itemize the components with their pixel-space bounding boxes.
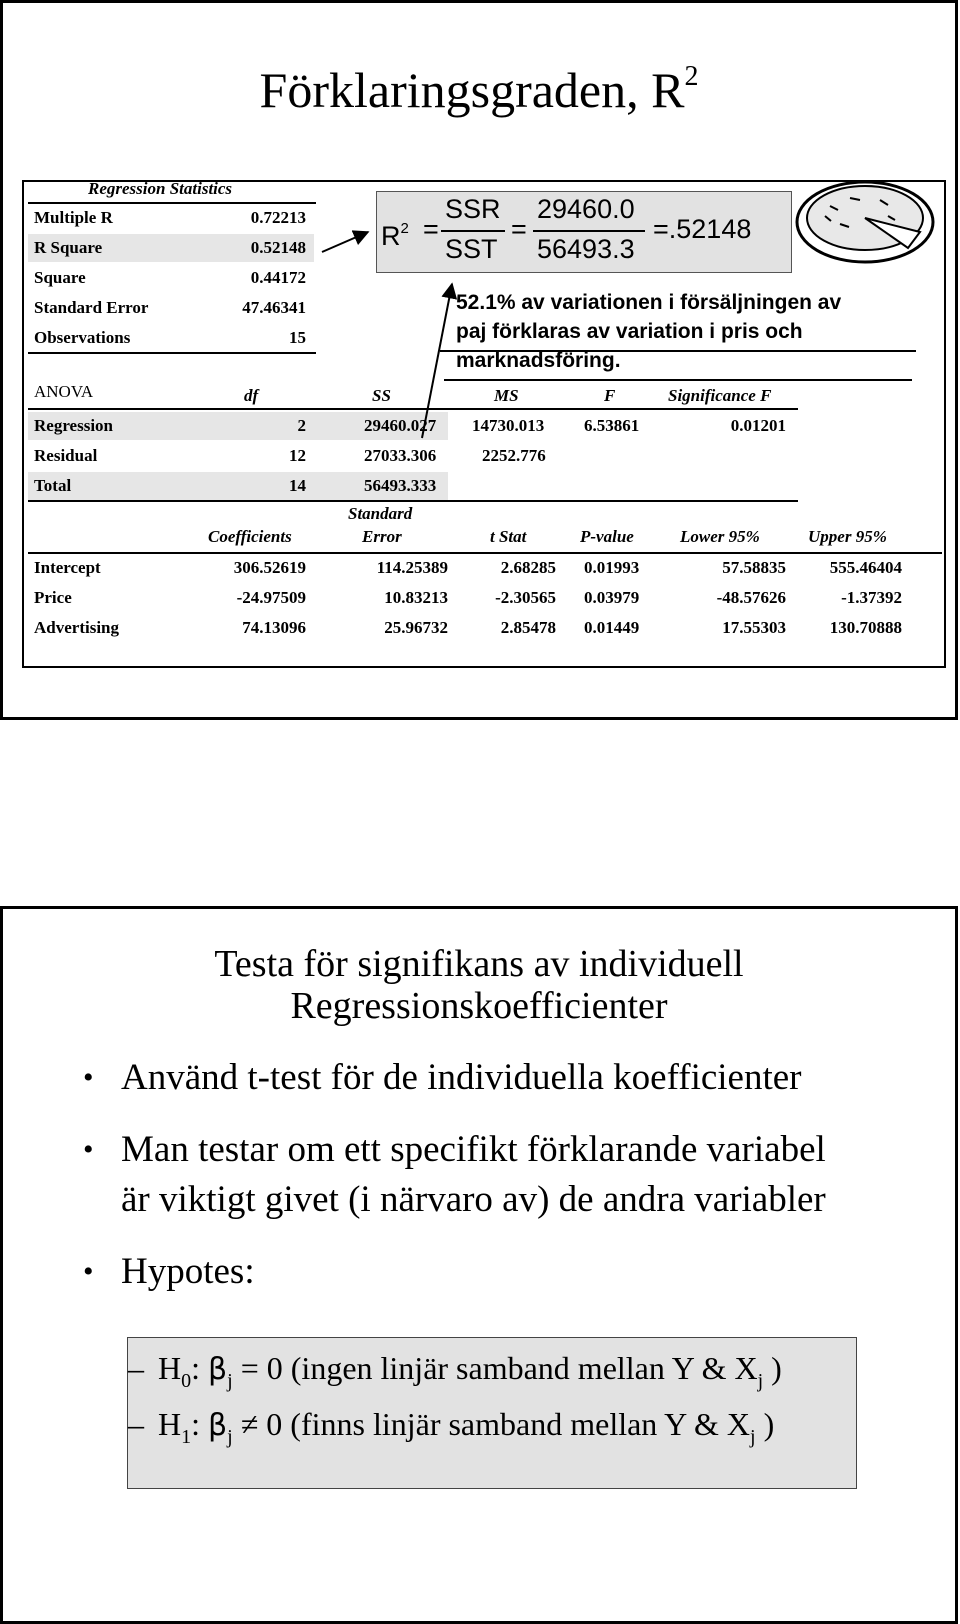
colon: : bbox=[191, 1350, 200, 1386]
formula-equals: = bbox=[423, 214, 439, 244]
coef-upper: 555.46404 bbox=[829, 558, 902, 577]
anova-row-label: Regression bbox=[34, 416, 114, 435]
bullet-dot-icon: • bbox=[83, 1061, 94, 1094]
slide-title bbox=[3, 943, 955, 1027]
beta-symbol: β bbox=[208, 1352, 228, 1387]
bullet-text: är viktigt givet (i närvaro av) de andra variabler bbox=[121, 1179, 826, 1220]
hypotheses-box bbox=[127, 1337, 857, 1489]
hypothesis-text: (finns linjär samband mellan Y & X bbox=[290, 1406, 751, 1442]
bullet-text: Man testar om ett specifikt förklarande variabel bbox=[121, 1129, 826, 1170]
coef-row-label: Advertising bbox=[34, 618, 119, 637]
x-subscript: j bbox=[757, 1370, 764, 1392]
coef-upper: 130.70888 bbox=[829, 618, 902, 637]
coef-lower: 57.58835 bbox=[722, 558, 786, 577]
stat-value: 0.52148 bbox=[250, 238, 306, 257]
coef-p-value: 0.01449 bbox=[584, 618, 640, 637]
anova-f: 6.53861 bbox=[584, 416, 640, 435]
anova-ss: 56493.333 bbox=[364, 476, 437, 495]
anova-header-f: F bbox=[604, 386, 616, 405]
title-line-2: Regressionskoefficienter bbox=[290, 985, 668, 1027]
arrow-to-formula bbox=[322, 232, 368, 252]
coef-upper: -1.37392 bbox=[841, 588, 902, 607]
bullet-text: Använd t-test för de individuella koefficienter bbox=[121, 1057, 802, 1098]
stat-label: Multiple R bbox=[34, 208, 113, 227]
bullet-dot-icon: • bbox=[83, 1133, 94, 1166]
anova-ms: 14730.013 bbox=[472, 416, 545, 435]
hypothesis-h1 bbox=[128, 1404, 774, 1457]
title-superscript: 2 bbox=[684, 61, 699, 92]
coef-se: 25.96732 bbox=[384, 618, 448, 637]
relation: ≠ 0 bbox=[240, 1406, 283, 1442]
coef-header-error: Error bbox=[362, 527, 402, 546]
coef-header-lower-95: Lower 95% bbox=[680, 527, 760, 546]
coef-lower: -48.57626 bbox=[716, 588, 786, 607]
arrow-to-note bbox=[422, 284, 452, 438]
stat-label: R Square bbox=[34, 238, 103, 257]
coef-lower: 17.55303 bbox=[722, 618, 786, 637]
explanation-note: 52.1% av variationen i försäljningen av paj förklaras av variation i pris och marknadsföring. bbox=[456, 291, 842, 372]
coef-row-label: Intercept bbox=[34, 558, 101, 577]
stat-value: 0.44172 bbox=[250, 268, 306, 287]
coef-t-stat: -2.30565 bbox=[495, 588, 556, 607]
anova-header-significance-f: Significance F bbox=[668, 386, 772, 405]
anova-header-df: df bbox=[244, 386, 259, 405]
anova-row-label: Total bbox=[34, 476, 72, 495]
h-subscript: 1 bbox=[181, 1426, 192, 1448]
coef-header-p-value: P-value bbox=[580, 527, 634, 546]
coef-row-label: Price bbox=[34, 588, 72, 607]
formula-r: R bbox=[381, 221, 401, 251]
anova-header-ms: MS bbox=[494, 386, 519, 405]
close-paren: ) bbox=[763, 1406, 775, 1442]
title-line-1: Testa för signifikans av individuell bbox=[214, 943, 744, 985]
anova-df: 2 bbox=[297, 416, 306, 435]
slide-significance-test bbox=[0, 906, 958, 1624]
hypothesis-h0 bbox=[128, 1348, 782, 1401]
anova-ss: 29460.027 bbox=[364, 416, 437, 435]
bullet-dot-icon: • bbox=[83, 1255, 94, 1288]
coef-header-standard: Standard bbox=[348, 504, 413, 523]
title-text: Förklaringsgraden, R bbox=[259, 62, 685, 118]
close-paren: ) bbox=[771, 1350, 782, 1386]
x-subscript: j bbox=[750, 1426, 756, 1448]
formula-denominator: 56493.3 bbox=[537, 234, 635, 264]
coef-t-stat: 2.85478 bbox=[500, 618, 556, 637]
stat-value: 47.46341 bbox=[242, 298, 306, 317]
beta-subscript: j bbox=[227, 1370, 233, 1392]
anova-significance: 0.01201 bbox=[730, 416, 786, 435]
pie-illustration bbox=[790, 166, 940, 276]
formula-equals: = bbox=[511, 214, 527, 244]
coef-se: 10.83213 bbox=[384, 588, 448, 607]
anova-ms: 2252.776 bbox=[482, 446, 546, 465]
hypothesis-text: (ingen linjär samband mellan Y & X bbox=[290, 1350, 758, 1386]
anova-ss: 27033.306 bbox=[364, 446, 437, 465]
coef-value: 74.13096 bbox=[242, 618, 306, 637]
anova-label: ANOVA bbox=[34, 382, 94, 401]
formula-result: =.52148 bbox=[653, 214, 752, 244]
bullet-text: Hypotes: bbox=[121, 1251, 255, 1292]
coef-value: 306.52619 bbox=[233, 558, 306, 577]
anova-row-label: Residual bbox=[34, 446, 98, 465]
h-symbol: H bbox=[158, 1350, 182, 1386]
beta-subscript: j bbox=[227, 1426, 233, 1448]
stat-value: 0.72213 bbox=[250, 208, 306, 227]
h-symbol: H bbox=[158, 1406, 182, 1442]
stat-label: Standard Error bbox=[34, 298, 149, 317]
formula-numerator: 29460.0 bbox=[537, 194, 635, 224]
coef-header-upper-95: Upper 95% bbox=[808, 527, 887, 546]
dash: – bbox=[128, 1350, 144, 1386]
coef-value: -24.97509 bbox=[236, 588, 306, 607]
coef-se: 114.25389 bbox=[376, 558, 448, 577]
coef-header-t-stat: t Stat bbox=[490, 527, 527, 546]
stat-label: Observations bbox=[34, 328, 131, 347]
coef-p-value: 0.03979 bbox=[584, 588, 640, 607]
colon: : bbox=[191, 1406, 200, 1442]
coef-p-value: 0.01993 bbox=[584, 558, 640, 577]
formula-sst: SST bbox=[445, 234, 498, 264]
coef-t-stat: 2.68285 bbox=[500, 558, 556, 577]
stat-label: Square bbox=[34, 268, 86, 287]
beta-symbol: β bbox=[208, 1408, 228, 1443]
anova-df: 14 bbox=[289, 476, 306, 495]
anova-header-ss: SS bbox=[372, 386, 391, 405]
anova-df: 12 bbox=[289, 446, 306, 465]
regression-statistics-header: Regression Statistics bbox=[88, 179, 233, 198]
h-subscript: 0 bbox=[181, 1370, 192, 1392]
formula-r-sup: 2 bbox=[400, 220, 409, 237]
dash: – bbox=[128, 1406, 144, 1442]
relation: = 0 bbox=[240, 1350, 283, 1386]
stat-value: 15 bbox=[289, 328, 306, 347]
coef-header-coefficients: Coefficients bbox=[208, 527, 292, 546]
formula-ssr: SSR bbox=[445, 194, 501, 224]
